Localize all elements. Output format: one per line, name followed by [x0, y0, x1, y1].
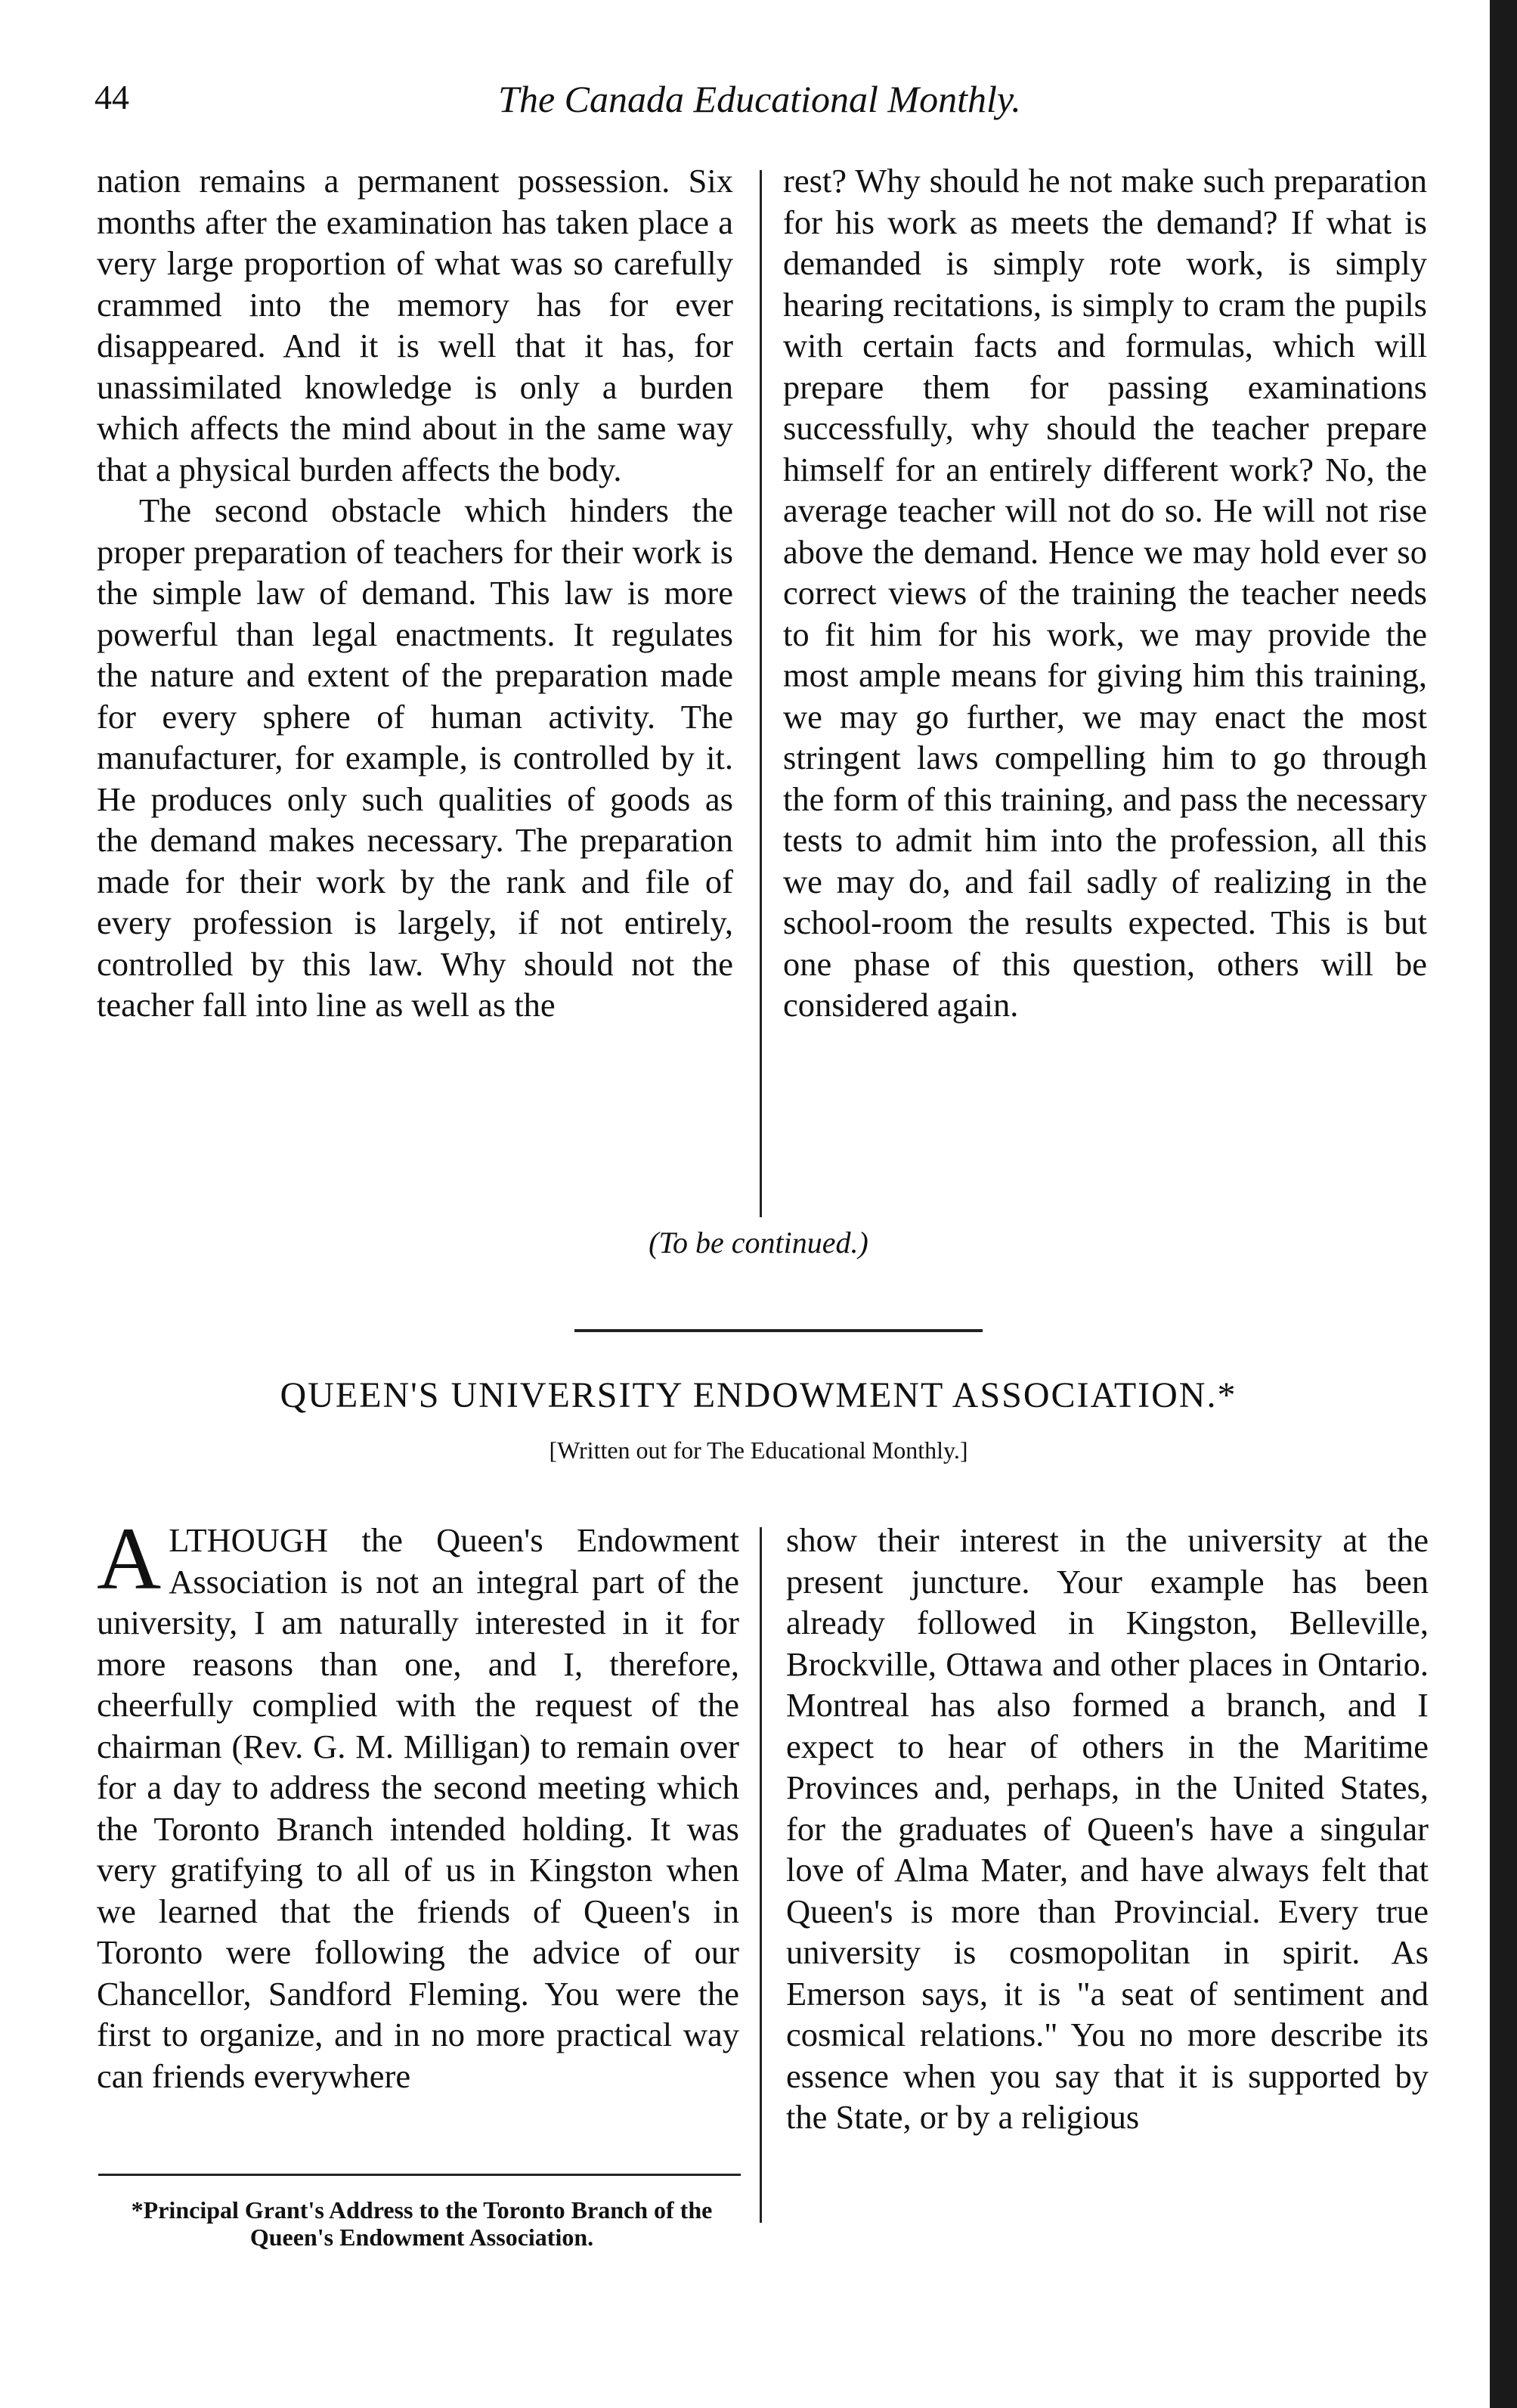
bottom-right-column [786, 1520, 1429, 2138]
paragraph: rest? Why should he not make such preparation for his work as meets the demand? If what is demanded is simply rote work, is simply hearing recitations, is simply to cram the pupils with certain facts and formulas, which will prepare them for passing examinations successfully, why should the teacher prepare himself for an entirely different work? No, the average teacher will not do so. He will not rise above the demand. Hence we may hold ever so correct views of the training the teacher needs to fit him for his work, we may provide the most ample means for giving him this training, we may go further, we may enact the most stringent laws compelling him to go through the form of this training, and pass the necessary tests to admit him into the profession, all this we may do, and fail sadly of realizing in the school-room the results expected. This is but one phase of this question, others will be considered again. [783, 162, 1427, 1024]
column-divider [760, 1527, 762, 2223]
page-header [94, 70, 1425, 130]
to-be-continued: (To be continued.) [649, 1226, 868, 1260]
column-divider [760, 170, 762, 1217]
section-rule [574, 1329, 983, 1332]
paragraph: show their interest in the university at the present juncture. Your example has been already followed in Kingston, Belleville, Brockville, Ottawa and other places in Ontario. Montreal has also formed a branch, and I expect to hear of others in the Maritime Provinces and, perhaps, in the United States, for the graduates of Queen's have a singular love of Alma Mater, and have always felt that Queen's is more than Provincial. Every true university is cosmopolitan in spirit. As Emerson says, it is "a seat of sentiment and cosmical relations." You no more describe its essence when you say that it is supported by the State, or by a religious [786, 1521, 1429, 2136]
article-title: QUEEN'S UNIVERSITY ENDOWMENT ASSOCIATION.* [280, 1375, 1237, 1415]
paragraph: nation remains a permanent possession. Six months after the examination has taken place a very large proportion of what was so carefully crammed into the memory has for ever disappeared. And it is well that it has, for unassimilated knowledge is only a burden which affects the mind about in the same way that a physical burden affects the body. [97, 162, 733, 488]
top-right-column [783, 160, 1427, 1026]
footnote: *Principal Grant's Address to the Toronto Branch of the Queen's Endowment Association. [131, 2196, 713, 2251]
running-title: The Canada Educational Monthly. [498, 78, 1021, 120]
page-number: 44 [94, 78, 129, 116]
footnote-rule [98, 2174, 741, 2176]
scan-edge [1490, 0, 1517, 2408]
top-left-column [97, 160, 733, 1026]
paragraph: LTHOUGH the Queen's Endowment Association is not an integral part of the university, I am naturally interested in it for more reasons than one, and I, therefore, cheerfully complied with the request of the chairman (Rev. G. M. Milligan) to remain over for a day to address the second meeting which the Toronto Branch intended holding. It was very gratifying to all of us in Kingston when we learned that the friends of Queen's in Toronto were following the advice of our Chancellor, Sandford Fleming. You were the first to organize, and in no more practical way can friends everywhere [97, 1521, 739, 2095]
article-note: [Written out for The Educational Monthly.] [549, 1436, 968, 1464]
bottom-left-column [97, 1509, 739, 2097]
paragraph: The second obstacle which hinders the proper preparation of teachers for their work is the simple law of demand. This law is more powerful than legal enactments. It regulates the nature and extent of the preparation made for every sphere of human activity. The manufacturer, for example, is controlled by it. He produces only such qualities of goods as the demand makes necessary. The preparation made for their work by the rank and file of every profession is largely, if not entirely, controlled by this law. Why should not the teacher fall into line as well as the [97, 491, 733, 1024]
drop-cap: A [97, 1509, 162, 1608]
